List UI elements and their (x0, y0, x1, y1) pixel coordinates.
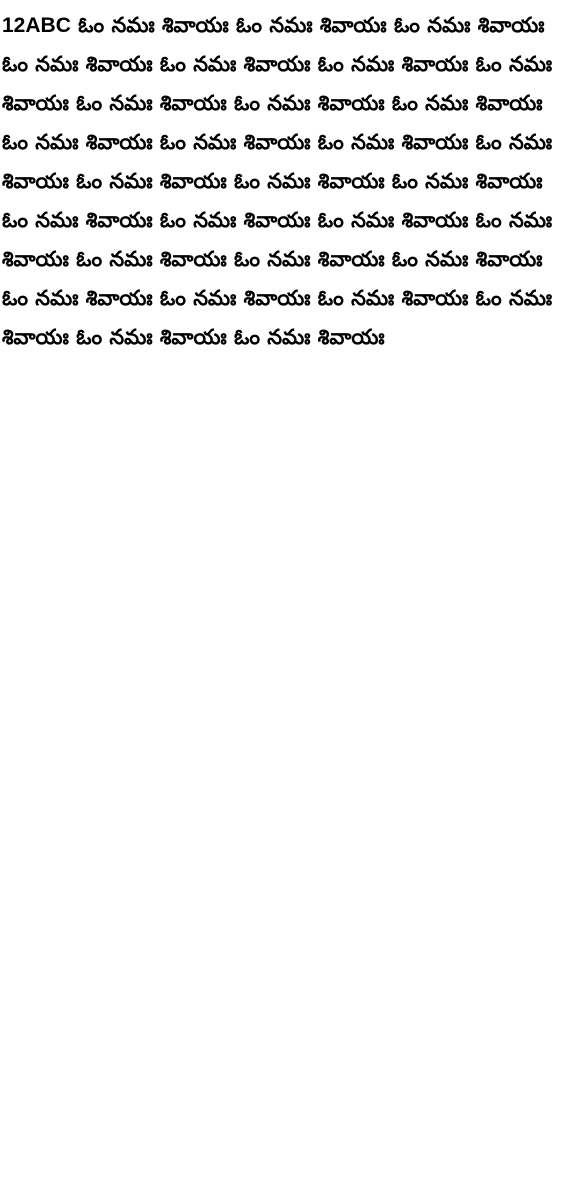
document-body (2, 6, 574, 357)
mantra-text: ఓం నమః శివాయః ఓం నమః శివాయః ఓం నమః శివాయః ఓం నమః శివాయః ఓం నమః శివాయః ఓం నమః శివాయః ఓం నమః శివాయః ఓం నమః శివాయః ఓం నమః శివాయః ఓం నమః శివాయః ఓం నమః శివాయః ఓం నమః శివాయః ఓం నమః శివాయః ఓం నమః శివాయః ఓం నమః శివాయః ఓం నమః శివాయః ఓం నమః శివాయః ఓం నమః శివాయః ఓం నమః శివాయః ఓం నమః శివాయః ఓం నమః శివాయః ఓం నమః శివాయః ఓం నమః శివాయః ఓం నమః శివాయః ఓం నమః శివాయః ఓం నమః శివాయః ఓం నమః శివాయః ఓం నమః శివాయః ఓం నమః శివాయః ఓం నమః శివాయః (2, 13, 553, 349)
document-prefix: 12ABC (2, 14, 71, 37)
